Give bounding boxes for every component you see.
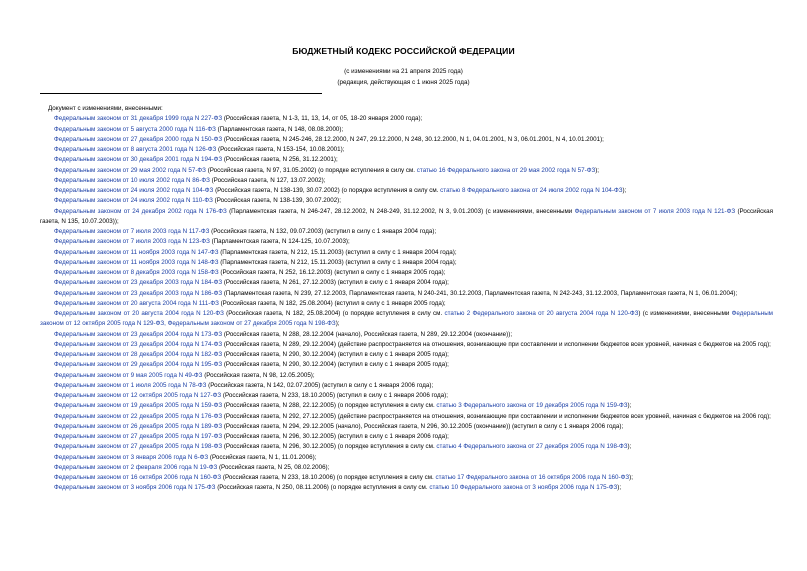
amendment-text: (Парламентская газета, N 212, 15.11.2003) (вступил в силу с 1 января 2004 года); [218,248,457,256]
amendment-link[interactable]: Федеральным законом от 8 декабря 2003 года N 158-ФЗ [54,269,219,276]
referenced-article-link[interactable]: статью 4 Федерального закона от 27 декабря 2005 года N 198-ФЗ [436,443,628,451]
amendment-text: (Российская газета, N 138-139, 30.07.2002); [212,197,341,205]
amendment-link[interactable]: Федеральным законом от 2 февраля 2006 года N 19-ФЗ [54,463,218,471]
referenced-article-link[interactable]: статью 2 Федерального закона от 20 августа 2004 года N 120-ФЗ [444,310,639,317]
amendment-text: (Российская газета, N 233, 18.10.2006) (о порядке вступления в силу см. [221,474,436,481]
amendment-text: (Парламентская газета, N 246-247, 28.12.2002, N 248-249, 31.12.2002, N 3, 9.01.2003) (с изменениями, внесенными [226,207,575,215]
list-item [40,155,773,165]
amendment-link[interactable]: Федеральным законом от 7 июля 2003 года N 117-ФЗ [54,228,210,235]
list-item [40,381,773,391]
amendment-link[interactable]: Федеральным законом от 31 декабря 1999 года N 227-ФЗ [54,115,223,123]
amendment-link[interactable]: Федеральным законом от 7 июля 2003 года N 123-ФЗ [54,238,210,246]
list-item [40,278,773,288]
list-item [40,114,773,124]
amendment-text: ); [629,474,633,481]
list-item [40,350,773,360]
subtitle-edition: (редакция, действующая с 1 июня 2025 года) [337,79,470,86]
list-item [40,237,773,247]
amendment-link[interactable]: Федеральным законом от 10 июля 2002 года N 86-ФЗ [54,176,210,184]
amendment-link[interactable]: Федеральным законом от 30 декабря 2001 года N 194-ФЗ [54,156,223,164]
referenced-article-link[interactable]: статью 10 Федерального закона от 3 ноября 2006 года N 175-ФЗ [429,484,618,492]
amendment-text: (Российская газета, N 1-3, 11, 13, 14, от 05, 18-20 января 2000 года); [222,115,423,123]
amendment-link[interactable]: Федеральным законом от 28 декабря 2004 года N 182-ФЗ [54,351,223,358]
amendment-link[interactable]: Федеральным законом от 23 декабря 2003 года N 184-ФЗ [54,279,223,287]
list-item [40,309,773,330]
amendment-text: (Российская газета, N 127, 13.07.2002); [209,176,326,184]
amendment-link[interactable]: Федеральным законом от 29 декабря 2004 года N 195-ФЗ [54,361,223,369]
referenced-article-link[interactable]: статью 17 Федерального закона от 16 октября 2006 года N 160-ФЗ [435,474,630,481]
amendment-link[interactable]: Федеральным законом от 23 декабря 2004 года N 173-ФЗ [54,330,223,338]
amendment-link[interactable]: Федеральным законом от 22 декабря 2005 года N 176-ФЗ [54,412,223,420]
list-item [40,340,773,350]
amendment-link[interactable]: Федеральным законом от 19 декабря 2005 года N 159-ФЗ [54,402,223,410]
amendment-text: (Российская газета, N 153-154, 10.08.2001); [216,146,345,153]
amendment-link[interactable]: Федеральным законом от 27 декабря 2005 года N 198-ФЗ [54,443,223,451]
amendment-text: ); [335,320,340,328]
referenced-law-link[interactable]: Федеральным законом от 12 октября 2005 года N 129-ФЗ, Федеральным законом от 27 декабря 2005 года N 198-ФЗ [40,310,773,328]
list-item [40,391,773,401]
amendment-link[interactable]: Федеральным законом от 23 декабря 2004 года N 174-ФЗ [54,340,223,348]
amendment-link[interactable]: Федеральным законом от 29 мая 2002 года N 57-ФЗ [54,166,206,174]
list-item [40,442,773,452]
amendments-section [40,104,773,494]
amendment-link[interactable]: Федеральным законом от 5 августа 2000 года N 116-ФЗ [54,125,216,133]
amendment-link[interactable]: Федеральным законом от 23 декабря 2003 года N 186-ФЗ [54,289,223,297]
amendment-text: (Парламентская газета, N 148, 08.08.2000); [215,125,344,133]
document-title: БЮДЖЕТНЫЙ КОДЕКС РОССИЙСКОЙ ФЕДЕРАЦИИ [292,46,515,56]
amendment-text: (Российская газета, N 142, 02.07.2005) (вступил в силу с 1 января 2006 года); [206,381,434,389]
amendment-text: (Российская газета, N 289, 29.12.2004) (действие распространяется на отношения, возникающие при составлении и исполнении бюджетов всех уровней, начиная с бюджетов на 2005 год); [222,340,771,348]
amendment-text: (Российская газета, N 182, 25.08.2004) (вступил в силу с 1 января 2005 года); [218,299,446,307]
amendment-text: (Парламентская газета, N 239, 27.12.2003, Парламентская газета, N 240-241, 30.12.2003, Парламентская газета, N 242-243, 31.12.2003, Парламентская газета, N 1, 06.01.2004); [222,289,738,297]
amendment-text: (Российская газета, N 25, 08.02.2006); [217,463,330,471]
amendment-text: (Российская газета, N 132, 09.07.2003) (вступил в силу с 1 января 2004 года); [209,228,437,235]
list-item [40,330,773,340]
amendment-text: (Российская газета, N 182, 25.08.2004) (о порядке вступления в силу см. [223,310,445,317]
amendment-text: ); [617,484,622,492]
list-item [40,401,773,411]
referenced-article-link[interactable]: Федеральным законом от 7 июля 2003 года N 121-ФЗ [574,207,736,215]
amendment-text: (Российская газета, N 252, 16.12.2003) (вступил в силу с 1 января 2005 года); [218,269,446,276]
amendment-text: ); [622,187,627,194]
amendment-link[interactable]: Федеральным законом от 27 декабря 2000 года N 150-ФЗ [54,135,223,143]
amendment-text: (Российская газета, N 97, 31.05.2002) (о порядке вступления в силу см. [205,166,417,174]
amendment-text: (Российская газета, N 250, 08.11.2006) (о порядке вступления в силу см. [215,484,430,492]
amendment-link[interactable]: Федеральным законом от 16 октября 2006 года N 160-ФЗ [54,474,222,481]
amendment-text: (Российская газета, N 261, 27.12.2003) (вступил в силу с 1 января 2004 года); [222,279,449,287]
amendment-link[interactable]: Федеральным законом от 11 ноября 2003 года N 148-ФЗ [54,258,219,266]
referenced-article-link[interactable]: статью 3 Федерального закона от 19 декабря 2005 года N 159-ФЗ [436,402,628,410]
list-item [40,289,773,299]
amendment-text: (Парламентская газета, N 212, 15.11.2003) (вступил в силу с 1 января 2004 года); [218,258,457,266]
amendment-link[interactable]: Федеральным законом от 11 ноября 2003 года N 147-ФЗ [54,248,219,256]
amendment-link[interactable]: Федеральным законом от 26 декабря 2005 года N 189-ФЗ [54,422,223,430]
amendment-text: ); [627,443,632,451]
amendment-text: (Парламентская газета, N 124-125, 10.07.2003); [209,238,350,246]
referenced-article-link[interactable]: статью 16 Федерального закона от 29 мая 2002 года N 57-ФЗ [416,166,596,174]
amendment-text: (Российская газета, N 294, 29.12.2005 (начало), Российская газета, N 296, 30.12.2005 (окончание)) (вступил в силу с 1 января 2006 года); [222,422,624,430]
amendment-text: ); [595,166,600,174]
amendment-text: (Российская газета, N 296, 30.12.2005) (вступил в силу с 1 января 2006 года); [222,433,449,440]
amendment-link[interactable]: Федеральным законом от 1 июля 2005 года N 78-ФЗ [54,381,207,389]
list-item [40,166,773,176]
amendment-text: (Российская газета, N 296, 30.12.2005) (о порядке вступления в силу см. [222,443,437,451]
list-item [40,453,773,463]
list-item [40,176,773,186]
amendment-text: (Российская газета, N 288, 28.12.2004 (начало), Российская газета, N 289, 29.12.2004 (окончание)); [222,330,513,338]
amendment-text: (Российская газета, N 135, 10.07.2003)); [40,207,773,225]
amendment-link[interactable]: Федеральным законом от 24 декабря 2002 года N 176-ФЗ [54,207,227,215]
amendment-link[interactable]: Федеральным законом от 20 августа 2004 года N 120-ФЗ [54,310,224,317]
list-item [40,258,773,268]
amendment-text: (Российская газета, N 1, 11.01.2006); [208,453,317,461]
amendment-text: (Российская газета, N 233, 18.10.2005) (вступил в силу с 1 января 2006 года); [221,392,448,399]
amendment-link[interactable]: Федеральным законом от 8 августа 2001 года N 126-ФЗ [54,146,217,153]
list-item [40,360,773,370]
list-item [40,227,773,237]
list-item [40,483,773,493]
list-item [40,196,773,206]
amendment-text: (Российская газета, N 98, 12.05.2005); [202,371,315,379]
amendment-link[interactable]: Федеральным законом от 3 января 2006 года N 6-ФЗ [54,453,209,461]
amendment-text: (Российская газета, N 290, 30.12.2004) (вступил в силу с 1 января 2005 года); [222,351,449,358]
amendment-text: (Российская газета, N 290, 30.12.2004) (вступил в силу с 1 января 2005 года); [222,361,449,369]
amendment-text: (Российская газета, N 256, 31.12.2001); [222,156,338,164]
list-item [40,145,773,155]
amendment-link[interactable]: Федеральным законом от 24 июля 2002 года N 110-ФЗ [54,197,213,205]
amendment-link[interactable]: Федеральным законом от 20 августа 2004 года N 111-ФЗ [54,299,219,307]
header-divider [40,93,322,94]
amendments-intro: Документ с изменениями, внесенными: [48,105,163,112]
amendment-link[interactable]: Федеральным законом от 3 ноября 2006 года N 175-ФЗ [54,484,216,492]
list-item [40,422,773,432]
amendment-link[interactable]: Федеральным законом от 9 мая 2005 года N 49-ФЗ [54,371,203,379]
amendment-text: (Российская газета, N 245-246, 28.12.2000, N 247, 29.12.2000, N 248, 30.12.2000, N 1, 04.01.2001, N 3, 06.01.2001, N 4, 10.01.2001); [222,135,604,143]
list-item [40,299,773,309]
amendment-text: ) (с изменениями, внесенными [638,310,732,317]
list-item [40,186,773,196]
referenced-article-link[interactable]: статью 8 Федерального закона от 24 июля 2002 года N 104-ФЗ [440,187,623,194]
list-item [40,125,773,135]
amendment-text: (Российская газета, N 288, 22.12.2005) (о порядке вступления в силу см. [222,402,437,410]
list-item [40,207,773,228]
subtitle-changes: (с изменениями на 21 апреля 2025 года) [344,68,463,75]
amendments-list [40,114,773,493]
list-item [40,371,773,381]
amendment-link[interactable]: Федеральным законом от 12 октября 2005 года N 127-ФЗ [54,392,222,399]
list-item [40,135,773,145]
list-item [40,463,773,473]
amendment-text: (Российская газета, N 138-139, 30.07.2002) (о порядке вступления в силу см. [213,187,441,194]
list-item [40,268,773,278]
amendment-link[interactable]: Федеральным законом от 27 декабря 2005 года N 197-ФЗ [54,433,223,440]
list-item [40,412,773,422]
amendment-link[interactable]: Федеральным законом от 24 июля 2002 года N 104-ФЗ [54,187,214,194]
amendment-text: (Российская газета, N 292, 27.12.2005) (действие распространяется на отношения, возникающие при составлении и исполнении бюджетов всех уровней, начиная с бюджетов на 2006 год); [222,412,771,420]
amendment-text: ); [627,402,632,410]
list-item [40,248,773,258]
list-item [40,473,773,483]
list-item [40,432,773,442]
